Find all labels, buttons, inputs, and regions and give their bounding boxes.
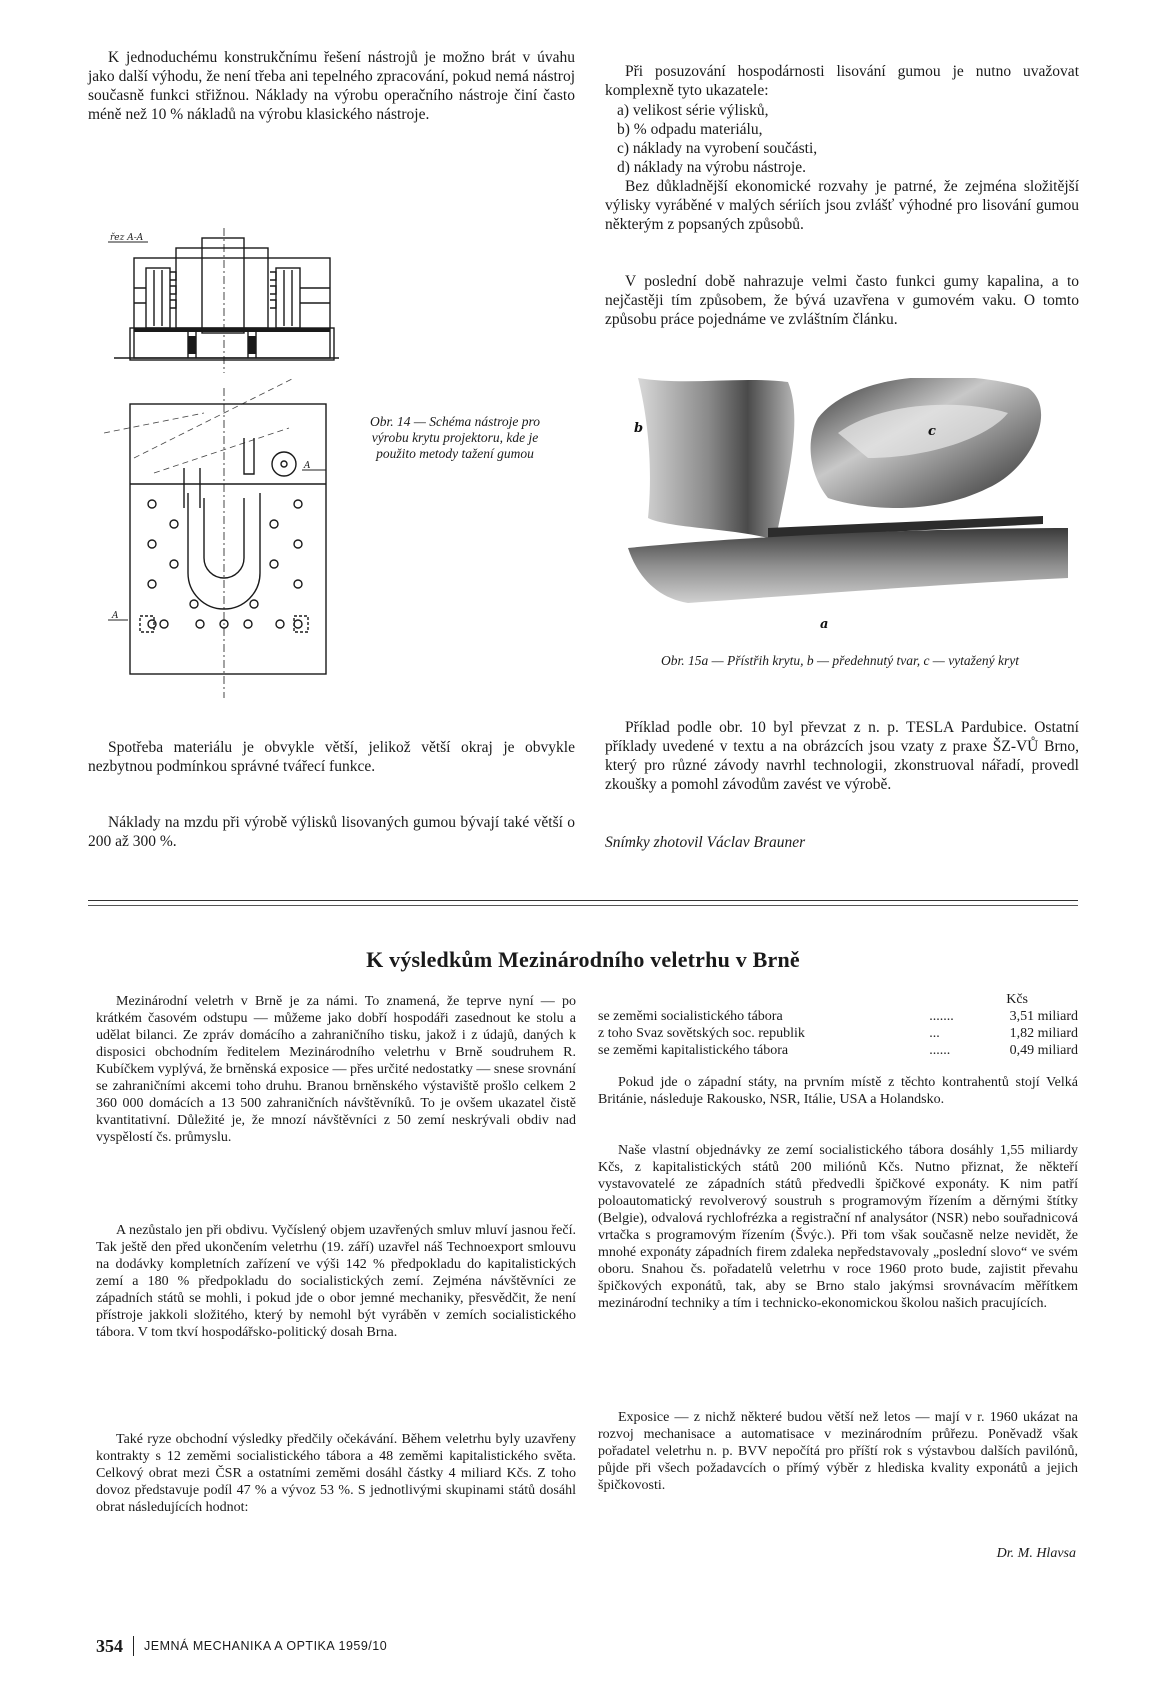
figure-14-caption: Obr. 14 — Schéma nástroje pro výrobu krytu projektoru, kde je použito metody tažení gumou (370, 414, 540, 461)
divider-line (88, 905, 1078, 906)
row-value: 1,82 miliard (1009, 1026, 1078, 1041)
list-item: a) velikost série výlisků, (617, 102, 769, 119)
row-dots: ...... (929, 1043, 951, 1058)
table-row (598, 1025, 1078, 1042)
page-number: 354 (96, 1635, 123, 1656)
article-author: Dr. M. Hlavsa (996, 1546, 1076, 1561)
article-paragraph: Exposice — z nichž některé budou větší než letos — mají v r. 1960 ukázat na rozvoj mechanisace a automatisace v mezinárodním průřezu. Poněvadž však pořadatel veletrhu n. p. BVV nepočítá pro příští rok s výstavbou dalších pavilónů, půjde při všech požadavcích o přímý výběr z hlediska kvality exponátů a jejich špičkovosti. (598, 1410, 1078, 1493)
divider-line (88, 900, 1078, 901)
article-title: K výsledkům Mezinárodního veletrhu v Brně (366, 947, 800, 972)
photo-label-b: b (634, 421, 644, 436)
section-mark-a1: A (304, 461, 311, 471)
row-label: z toho Svaz sovětských soc. republik (598, 1026, 805, 1041)
row-dots: ....... (929, 1009, 954, 1024)
indicator-list (605, 101, 1079, 177)
footer-separator (133, 1636, 134, 1656)
article-paragraph: Pokud jde o západní státy, na prvním místě z těchto kontrahentů stojí Velká Británie, následuje Rakousko, NSR, Itálie, USA a Holandsko. (598, 1075, 1078, 1107)
journal-title: JEMNÁ MECHANIKA A OPTIKA 1959/10 (144, 1639, 388, 1653)
article-paragraph: Naše vlastní objednávky ze zemí socialistického tábora dosáhly 1,55 miliardy Kčs, z kapitalistických států 200 miliónů Kčs. Nutno přiznat, že někteří vystavovatelé ze západních států předvedli špičkové exponáty. K nim patří poloautomatický revolverový soustruh s programovým řízením a děrnými štítky (Belgie), odvalová rychlofrézka a registrační nf analysátor (NSR) nebo souřadnicová vrtačka s programovým řízením (Švýc.). Při tom však současně nelze nevidět, že mnohé exponáty západních firem zdaleka nepředstavovaly „poslední slovo“ ve svém oboru. Snahou čs. pořadatelů veletrhu v roce 1960 proto bude, zajistit převahu špičkových exponátů, tak, aby se Brno stalo jakýmsi srovnávacím měřítkem mezinárodní techniky a tím i technicko-ekonomickou školou našich pracujících. (598, 1143, 1078, 1311)
turnover-table-body (598, 1008, 1078, 1059)
list-item: b) % odpadu materiálu, (617, 121, 763, 138)
stamped-parts-photo (628, 378, 1068, 648)
material-paragraph: Spotřeba materiálu je obvykle větší, jelikož větší okraj je obvykle nezbytnou podmínkou správné tvářecí funkce. (88, 739, 575, 775)
list-item: c) náklady na vyrobení součásti, (617, 140, 818, 157)
economics-paragraph: Bez důkladnější ekonomické rozvahy je patrné, že zejména složitější výlisky vyráběné v malých sériích jsou zvlášť výhodné pro lisování gumou některým z popsaných způsobů. (605, 178, 1079, 233)
section-mark-a2: A (112, 611, 119, 621)
table-row (598, 1008, 1078, 1025)
figure-14-drawing (104, 228, 349, 703)
row-label: se zeměmi kapitalistického tábora (598, 1043, 789, 1058)
photo-label-c: c (928, 424, 936, 439)
figure-15a-caption: Obr. 15a — Přístřih krytu, b — předehnutý tvar, c — vytažený kryt (660, 653, 1020, 668)
page-footer (96, 1634, 387, 1658)
table-row (598, 1042, 1078, 1059)
row-dots: ... (929, 1026, 940, 1041)
figure-15a-photo (628, 378, 1068, 648)
labor-paragraph: Náklady na mzdu při výrobě výlisků lisovaných gumou bývají také větší o 200 až 300 %. (88, 814, 575, 850)
article-paragraph: Také ryze obchodní výsledky předčily očekávání. Během veletrhu byly uzavřeny kontrakty s 12 zeměmi socialistického tábora a 48 zeměmi kapitalistického světa. Celkový obrat mezi ČSR a ostatními zeměmi dosáhl částky 4 miliard Kčs. Z toho dovoz představuje podíl 47 % a vývoz 53 %. S jednotlivými skupinami států dosáhl obrat následujících hodnot: (96, 1432, 576, 1515)
list-item: d) náklady na výrobu nástroje. (617, 159, 806, 176)
liquid-paragraph: V poslední době nahrazuje velmi často funkci gumy kapalina, a to nejčastěji tím způsobem, že bývá uzavřena v gumovém vaku. O tomto způsobu práce pojednáme ve zvláštním článku. (605, 273, 1079, 328)
economics-intro: Při posuzování hospodárnosti lisování gumou je nutno uvažovat komplexně tyto ukazatele: (605, 63, 1079, 99)
article-paragraph: Mezinárodní veletrh v Brně je za námi. To znamená, že teprve nyní — po krátkém časovém odstupu — můžeme jako dobří hospodáři zasednout ke stolu a udělat bilanci. Ze zpráv domácího a zahraničního tisku, jakož i z údajů, daných k disposici obchodním ředitelem Mezinárodního veletrhu v Brně soudruhem R. Kubíčkem vyplývá, že brněnská exposice — přes určité nedostatky — snese srovnání se zahraničními akcemi toho druhu. Branou brněnského výstaviště prošlo celkem 2 360 000 domácích a 13 500 zahraničních návštěvníků. To je ovšem ukazatel čistě kvantitativní. Důležité je, že mnozí návštěvníci z 50 zemí neskrývali obdiv nad vyspělostí čs. průmyslu. (96, 994, 576, 1145)
currency-header: Kčs (1006, 992, 1028, 1007)
turnover-table (598, 991, 1078, 1059)
tool-schematic-image (104, 228, 349, 703)
source-paragraph: Příklad podle obr. 10 byl převzat z n. p. TESLA Pardubice. Ostatní příklady uvedené v textu a na obrázcích jsou vzaty z praxe ŠZ-VŮ Brno, který pro různé závody navrhl technologii, zkonstruoval nářadí, provedl zkoušky a pomohl závodům zavést ve výrobě. (605, 719, 1079, 793)
row-value: 0,49 miliard (1009, 1043, 1078, 1058)
intro-paragraph: K jednoduchému konstrukčnímu řešení nástrojů je možno brát v úvahu jako další výhodu, že není třeba ani tepelného zpracování, pokud nemá nástroj současně funkci střižnou. Náklady na výrobu operačního nástroje činí často méně než 10 % nákladů na výrobu klasického nástroje. (88, 49, 575, 123)
photo-label-a: a (820, 617, 829, 632)
section-label: řez A-A (110, 233, 144, 243)
row-value: 3,51 miliard (1009, 1009, 1078, 1024)
row-label: se zeměmi socialistického tábora (598, 1009, 783, 1024)
photo-credit: Snímky zhotovil Václav Brauner (605, 834, 806, 851)
article-paragraph: A nezůstalo jen při obdivu. Vyčíslený objem uzavřených smluv mluví jasnou řečí. Tak ještě den před ukončením veletrhu (19. září) uzavřel náš Technoexport smlouvu na dodávky kompletních zařízení ve výši 142 % předpokladu do kapitalistických zemí a 180 % předpokladu do socialistických zemí. Zejména návštěvníci ze západních států se mohli, i pokud jde o obor jemné mechaniky, přesvědčit, že není přístroje jakkoli složitého, který by nemohl být vyráběn v zemích socialistického tábora. V tom tkví hospodářsko-politický dosah Brna. (96, 1223, 576, 1340)
